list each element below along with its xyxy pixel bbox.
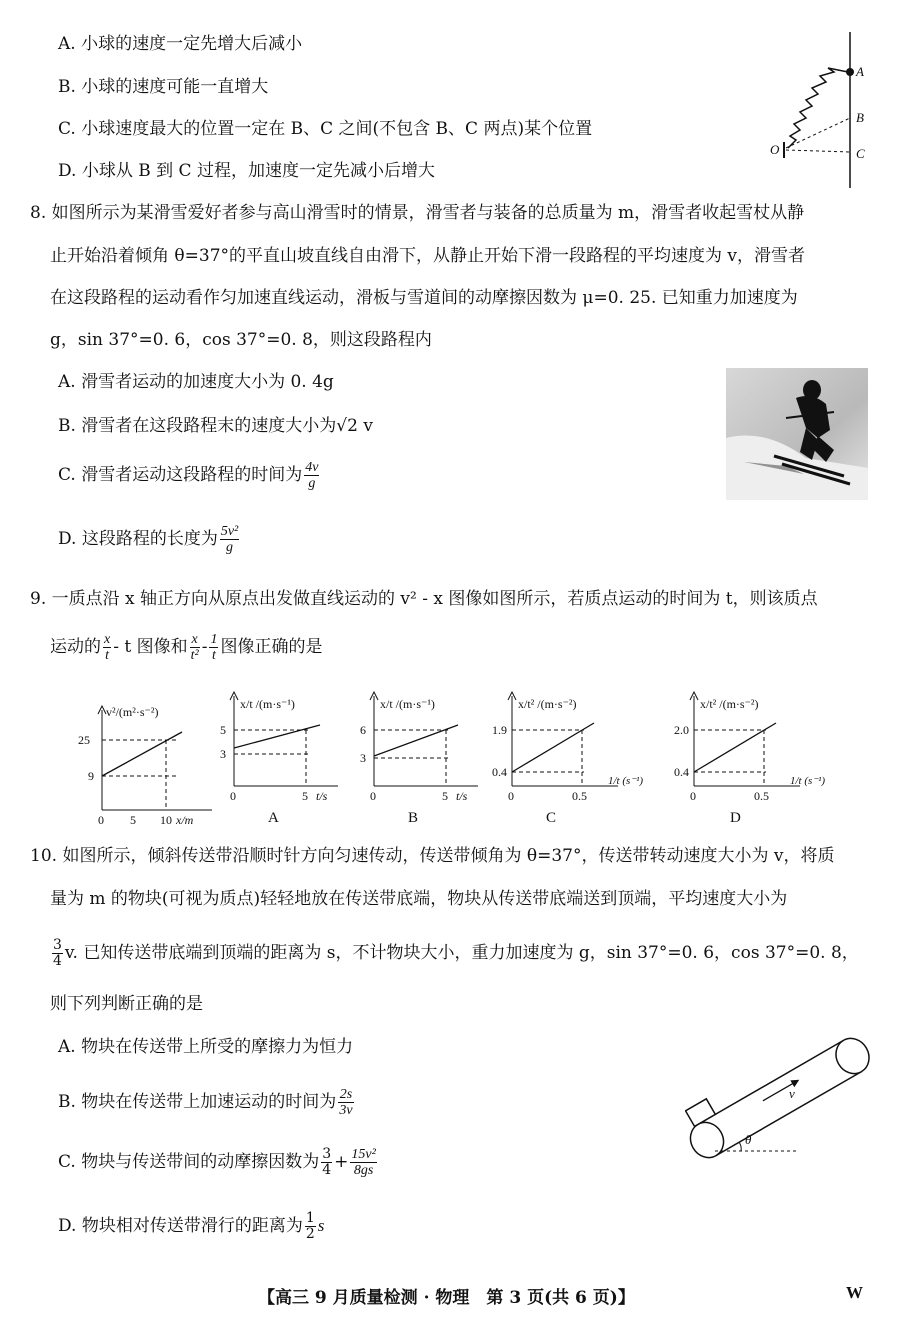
q9-graph-a [210, 690, 350, 830]
tick-y: 1.9 [492, 723, 507, 737]
q8-stem-4: g，sin 37°=0. 6，cos 37°=0. 8，则这段路程内 [50, 330, 432, 350]
tick-y: 0.4 [674, 765, 689, 779]
q10-c-fraction-2: $\frac{\text{15v²}}{8gs}$ [351, 1147, 376, 1178]
axis-label-x: 1/t (s⁻¹) [608, 775, 644, 787]
q10-fraction-3-4: $\frac{3}{4}$ [53, 937, 62, 969]
label-o: O [770, 142, 780, 157]
q8-option-b: B. 滑雪者在这段路程末的速度大小为√2 v [58, 416, 373, 436]
axis-label-y: x/t² /(m·s⁻²) [700, 697, 759, 711]
q8-stem-3: 在这段路程的运动看作匀加速直线运动，滑板与雪道间的动摩擦因数为 μ=0. 25. 已知重力加速度为 [50, 288, 798, 308]
skier-photo [726, 368, 868, 500]
q8-option-d [58, 524, 241, 555]
q10-option-c: C. 物块与传送带间的动摩擦因数为 $\frac{3}{4}$ + $\frac{\text{15v²}}{8gs}$ [58, 1146, 376, 1178]
q8-stem-1: 8. 如图所示为某滑雪爱好者参与高山滑雪时的情景，滑雪者与装备的总质量为 m，滑雪者收起雪杖从静 [30, 203, 805, 223]
tick-x: 0 [508, 789, 514, 803]
q9-stem-2: 运动的 $\frac{x}{t}$ - t 图像和 $\frac{x}{\text{t²}}$ - $\frac{1}{t}$ 图像正确的是 [50, 632, 323, 663]
q10-stem-2: 量为 m 的物块(可视为质点)轻轻地放在传送带底端，物块从传送带底端送到顶端，平均速度大小为 [50, 889, 788, 909]
tick-x: 0.5 [572, 789, 587, 803]
label-theta: θ [745, 1132, 752, 1147]
q9-fraction-x-t2: $\frac{x}{\text{t²}}$ [190, 632, 199, 663]
q10-stem-4: 则下列判断正确的是 [50, 994, 203, 1014]
q10-option-b: B. 物块在传送带上加速运动的时间为 $\frac{2s}{3v}$ [58, 1087, 353, 1118]
tick-x: 0.5 [754, 789, 769, 803]
caption-b: B [408, 810, 419, 826]
caption-c: C [546, 810, 557, 826]
tick-y: 3 [360, 751, 366, 765]
tick-y: 3 [220, 747, 226, 761]
q7-spring-figure [760, 30, 870, 190]
tick-x: 5 [302, 789, 308, 803]
q7-option-a: A. 小球的速度一定先增大后减小 [58, 34, 303, 54]
q7-option-d: D. 小球从 B 到 C 过程，加速度一定先减小后增大 [58, 161, 435, 181]
axis-label-y: v²/(m²·s⁻²) [106, 705, 159, 719]
footer-mark: W [846, 1283, 863, 1302]
axis-label-y: x/t /(m·s⁻¹) [240, 697, 295, 711]
q8-d-fraction: $\frac{\text{5v²}}{g}$ [220, 524, 239, 555]
q8-option-c [58, 460, 321, 491]
q8-stem-2: 止开始沿着倾角 θ=37°的平直山坡直线自由滑下，从静止开始下滑一段路程的平均速度为 v，滑雪者 [50, 246, 806, 266]
tick-y: 6 [360, 723, 366, 737]
tick-y: 0.4 [492, 765, 507, 779]
caption-a: A [268, 810, 279, 826]
q9-stem-1: 9. 一质点沿 x 轴正方向从原点出发做直线运动的 v² - x 图像如图所示，若质点运动的时间为 t，则该质点 [30, 589, 818, 609]
axis-label-y: x/t /(m·s⁻¹) [380, 697, 435, 711]
axis-label-x: t/s [456, 789, 468, 803]
q8-option-a: A. 滑雪者运动的加速度大小为 0. 4g [58, 372, 334, 392]
q9-graph-main [70, 698, 220, 828]
tick-y: 25 [78, 733, 90, 747]
tick-x: 0 [230, 789, 236, 803]
q10-d-fraction: $\frac{1}{2}$ [305, 1210, 315, 1242]
footer-title: 【高三 9 月质量检测 · 物理 第 3 页(共 6 页)】 [258, 1288, 635, 1308]
q9-graph-d [670, 690, 845, 830]
tick-x: 5 [130, 813, 136, 827]
q10-option-a: A. 物块在传送带上所受的摩擦力为恒力 [58, 1037, 354, 1057]
label-v: v [789, 1086, 795, 1101]
q9-fraction-1-t: $\frac{1}{t}$ [210, 632, 218, 663]
q10-b-fraction: $\frac{2s}{3v}$ [339, 1087, 353, 1118]
q9-fraction-x-t: $\frac{x}{t}$ [104, 632, 111, 663]
tick-x: 0 [98, 813, 104, 827]
q10-conveyor-figure [685, 1030, 875, 1160]
tick-x: 0 [370, 789, 376, 803]
q10-stem-1: 10. 如图所示，倾斜传送带沿顺时针方向匀速传动，传送带倾角为 θ=37°，传送带转动速度大小为 v，将质 [30, 846, 835, 866]
axis-label-y: x/t² /(m·s⁻²) [518, 697, 577, 711]
tick-x: 10 [160, 813, 172, 827]
label-a: A [856, 64, 864, 79]
q7-option-b: B. 小球的速度可能一直增大 [58, 77, 269, 97]
q7-option-c: C. 小球速度最大的位置一定在 B、C 之间(不包含 B、C 两点)某个位置 [58, 119, 593, 139]
q10-stem-3: $\frac{3}{4}$ v. 已知传送带底端到顶端的距离为 s，不计物块大小，重力加速度为 g，sin 37°=0. 6，cos 37°=0. 8， [53, 937, 859, 969]
q8-d-text: D. 这段路程的长度为 [58, 529, 218, 549]
axis-label-x: t/s [316, 789, 328, 803]
tick-x: 0 [690, 789, 696, 803]
label-c: C [856, 146, 865, 161]
tick-x: 5 [442, 789, 448, 803]
tick-y: 5 [220, 723, 226, 737]
q10-option-d: D. 物块相对传送带滑行的距离为 $\frac{1}{2}$ s [58, 1210, 325, 1242]
tick-y: 2.0 [674, 723, 689, 737]
tick-y: 9 [88, 769, 94, 783]
caption-d: D [730, 810, 741, 826]
axis-label-x: 1/t (s⁻¹) [790, 775, 826, 787]
q9-graph-c [488, 690, 658, 830]
q8-c-fraction: $\frac{4v}{g}$ [305, 460, 319, 491]
label-b: B [856, 110, 864, 125]
q8-c-text: C. 滑雪者运动这段路程的时间为 [58, 465, 303, 485]
q9-graph-b [350, 690, 490, 830]
axis-label-x: x/m [176, 813, 194, 827]
q10-c-fraction-1: $\frac{3}{4}$ [322, 1146, 332, 1178]
